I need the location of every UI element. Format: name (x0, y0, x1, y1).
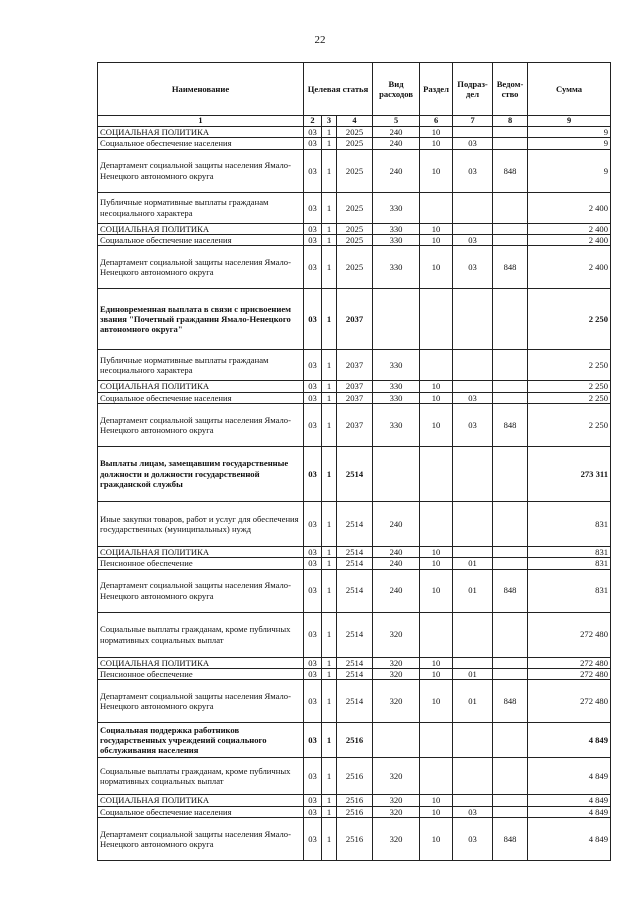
table-row (98, 723, 611, 758)
row-sum: 2 400 (528, 192, 611, 223)
row-name: Департамент социальной защиты населения Ямало-Ненецкого автономного округа (98, 149, 304, 192)
column-number-row (98, 116, 611, 127)
row-name: Иные закупки товаров, работ и услуг для обеспечения государственных (муниципальных) нужд (98, 501, 304, 546)
row-target-part2: 1 (322, 381, 337, 392)
row-department (493, 381, 528, 392)
header-name: Наименование (98, 63, 304, 116)
row-sum: 2 400 (528, 246, 611, 289)
row-sum: 9 (528, 138, 611, 149)
row-subsection: 03 (453, 817, 493, 860)
row-expense-type (373, 446, 420, 501)
header-target: Целевая статья (304, 63, 373, 116)
row-section: 10 (420, 668, 453, 679)
row-department (493, 127, 528, 138)
col-number: 8 (493, 116, 528, 127)
row-target-part1: 03 (304, 806, 322, 817)
row-expense-type: 240 (373, 138, 420, 149)
col-number: 1 (98, 116, 304, 127)
row-target-part3: 2516 (337, 758, 373, 795)
col-number: 2 (304, 116, 322, 127)
row-target-part2: 1 (322, 192, 337, 223)
row-target-part1: 03 (304, 403, 322, 446)
row-department (493, 192, 528, 223)
table-row (98, 246, 611, 289)
row-target-part2: 1 (322, 138, 337, 149)
row-section (420, 289, 453, 350)
row-name: СОЦИАЛЬНАЯ ПОЛИТИКА (98, 795, 304, 806)
row-subsection (453, 127, 493, 138)
row-expense-type: 330 (373, 381, 420, 392)
table-row (98, 546, 611, 557)
row-target-part3: 2037 (337, 289, 373, 350)
row-target-part3: 2516 (337, 723, 373, 758)
row-sum: 831 (528, 546, 611, 557)
row-target-part2: 1 (322, 723, 337, 758)
row-section: 10 (420, 569, 453, 612)
row-target-part3: 2025 (337, 223, 373, 234)
row-section: 10 (420, 246, 453, 289)
row-sum: 4 849 (528, 806, 611, 817)
row-department (493, 501, 528, 546)
table-row (98, 569, 611, 612)
row-department (493, 546, 528, 557)
row-name: Социальное обеспечение населения (98, 235, 304, 246)
header-sum: Сумма (528, 63, 611, 116)
table-row (98, 558, 611, 569)
row-subsection: 03 (453, 138, 493, 149)
row-sum: 2 250 (528, 350, 611, 381)
row-subsection (453, 795, 493, 806)
row-target-part2: 1 (322, 392, 337, 403)
row-sum: 272 480 (528, 657, 611, 668)
row-sum: 2 400 (528, 223, 611, 234)
row-target-part2: 1 (322, 223, 337, 234)
row-department (493, 446, 528, 501)
table-row (98, 817, 611, 860)
row-sum: 9 (528, 149, 611, 192)
row-name: Департамент социальной защиты населения Ямало-Ненецкого автономного округа (98, 569, 304, 612)
row-subsection (453, 192, 493, 223)
row-department (493, 223, 528, 234)
table-row (98, 127, 611, 138)
budget-table (97, 62, 611, 861)
row-expense-type: 240 (373, 569, 420, 612)
row-target-part2: 1 (322, 127, 337, 138)
row-expense-type: 320 (373, 668, 420, 679)
row-target-part3: 2514 (337, 668, 373, 679)
col-number: 4 (337, 116, 373, 127)
row-target-part1: 03 (304, 723, 322, 758)
table-row (98, 501, 611, 546)
table-row (98, 235, 611, 246)
row-target-part3: 2037 (337, 350, 373, 381)
table-row (98, 392, 611, 403)
row-name: Публичные нормативные выплаты гражданам несоциального характера (98, 192, 304, 223)
table-row (98, 381, 611, 392)
table-row (98, 149, 611, 192)
row-target-part3: 2037 (337, 392, 373, 403)
page-number: 22 (314, 34, 326, 46)
row-sum: 272 480 (528, 612, 611, 657)
row-target-part1: 03 (304, 192, 322, 223)
row-name: СОЦИАЛЬНАЯ ПОЛИТИКА (98, 223, 304, 234)
row-target-part3: 2037 (337, 381, 373, 392)
row-subsection: 01 (453, 558, 493, 569)
row-target-part1: 03 (304, 657, 322, 668)
row-target-part3: 2025 (337, 192, 373, 223)
row-name: СОЦИАЛЬНАЯ ПОЛИТИКА (98, 127, 304, 138)
row-department: 848 (493, 149, 528, 192)
row-target-part1: 03 (304, 680, 322, 723)
row-target-part1: 03 (304, 546, 322, 557)
row-expense-type: 320 (373, 817, 420, 860)
row-department: 848 (493, 246, 528, 289)
row-sum: 831 (528, 501, 611, 546)
table-row (98, 350, 611, 381)
row-target-part1: 03 (304, 758, 322, 795)
col-number: 5 (373, 116, 420, 127)
row-expense-type: 330 (373, 223, 420, 234)
row-expense-type: 330 (373, 235, 420, 246)
row-section (420, 612, 453, 657)
row-sum: 831 (528, 569, 611, 612)
row-sum: 4 849 (528, 723, 611, 758)
row-sum: 9 (528, 127, 611, 138)
row-expense-type: 320 (373, 806, 420, 817)
row-sum: 831 (528, 558, 611, 569)
row-subsection (453, 723, 493, 758)
row-target-part2: 1 (322, 668, 337, 679)
row-section: 10 (420, 381, 453, 392)
row-section (420, 758, 453, 795)
row-target-part1: 03 (304, 246, 322, 289)
row-section: 10 (420, 223, 453, 234)
row-target-part1: 03 (304, 223, 322, 234)
row-target-part2: 1 (322, 246, 337, 289)
row-name: Социальное обеспечение населения (98, 138, 304, 149)
row-subsection: 03 (453, 806, 493, 817)
row-department (493, 795, 528, 806)
row-subsection (453, 223, 493, 234)
row-department (493, 138, 528, 149)
row-department (493, 350, 528, 381)
row-sum: 272 480 (528, 680, 611, 723)
header-subsection: Подраз-дел (453, 63, 493, 116)
row-section: 10 (420, 138, 453, 149)
row-target-part2: 1 (322, 501, 337, 546)
row-section: 10 (420, 149, 453, 192)
row-target-part2: 1 (322, 546, 337, 557)
row-section (420, 723, 453, 758)
row-target-part2: 1 (322, 612, 337, 657)
row-subsection: 03 (453, 235, 493, 246)
row-target-part1: 03 (304, 817, 322, 860)
row-expense-type: 320 (373, 657, 420, 668)
row-name: Социальное обеспечение населения (98, 806, 304, 817)
row-target-part2: 1 (322, 403, 337, 446)
row-name: Единовременная выплата в связи с присвоением звания "Почетный гражданин Ямало-Ненецкого автономного округа" (98, 289, 304, 350)
row-expense-type (373, 723, 420, 758)
row-target-part1: 03 (304, 149, 322, 192)
row-sum: 2 250 (528, 392, 611, 403)
row-target-part2: 1 (322, 569, 337, 612)
row-target-part3: 2514 (337, 657, 373, 668)
row-expense-type: 240 (373, 149, 420, 192)
row-target-part3: 2514 (337, 612, 373, 657)
header-department: Ведом-ство (493, 63, 528, 116)
row-department (493, 668, 528, 679)
header-expense-type: Вид расходов (373, 63, 420, 116)
row-target-part1: 03 (304, 569, 322, 612)
row-sum: 2 250 (528, 403, 611, 446)
row-expense-type (373, 289, 420, 350)
row-target-part3: 2037 (337, 403, 373, 446)
row-section: 10 (420, 127, 453, 138)
row-subsection (453, 446, 493, 501)
row-department: 848 (493, 403, 528, 446)
row-target-part2: 1 (322, 350, 337, 381)
row-target-part3: 2516 (337, 817, 373, 860)
row-name: Социальные выплаты гражданам, кроме публичных нормативных социальных выплат (98, 612, 304, 657)
row-subsection (453, 289, 493, 350)
row-section: 10 (420, 558, 453, 569)
row-section (420, 501, 453, 546)
row-department (493, 289, 528, 350)
row-department (493, 758, 528, 795)
col-number: 9 (528, 116, 611, 127)
row-subsection (453, 758, 493, 795)
row-target-part3: 2516 (337, 806, 373, 817)
row-target-part3: 2025 (337, 127, 373, 138)
row-expense-type: 330 (373, 350, 420, 381)
row-target-part1: 03 (304, 350, 322, 381)
row-target-part1: 03 (304, 138, 322, 149)
row-name: СОЦИАЛЬНАЯ ПОЛИТИКА (98, 657, 304, 668)
row-expense-type: 330 (373, 192, 420, 223)
row-section: 10 (420, 403, 453, 446)
row-target-part3: 2514 (337, 680, 373, 723)
row-department (493, 558, 528, 569)
table-row (98, 657, 611, 668)
row-subsection (453, 546, 493, 557)
row-sum: 4 849 (528, 795, 611, 806)
row-target-part3: 2025 (337, 235, 373, 246)
row-name: Департамент социальной защиты населения Ямало-Ненецкого автономного округа (98, 680, 304, 723)
table-row (98, 446, 611, 501)
row-target-part3: 2514 (337, 546, 373, 557)
table-row (98, 795, 611, 806)
table-row (98, 289, 611, 350)
row-target-part2: 1 (322, 806, 337, 817)
row-subsection: 01 (453, 569, 493, 612)
table-row (98, 758, 611, 795)
row-target-part1: 03 (304, 381, 322, 392)
row-section: 10 (420, 806, 453, 817)
row-section (420, 192, 453, 223)
row-target-part1: 03 (304, 501, 322, 546)
row-sum: 2 250 (528, 289, 611, 350)
row-name: СОЦИАЛЬНАЯ ПОЛИТИКА (98, 381, 304, 392)
row-subsection (453, 612, 493, 657)
row-expense-type: 320 (373, 612, 420, 657)
row-target-part2: 1 (322, 795, 337, 806)
row-expense-type: 240 (373, 127, 420, 138)
row-department (493, 235, 528, 246)
row-department (493, 392, 528, 403)
row-sum: 2 250 (528, 381, 611, 392)
row-section (420, 350, 453, 381)
row-name: СОЦИАЛЬНАЯ ПОЛИТИКА (98, 546, 304, 557)
row-expense-type: 330 (373, 403, 420, 446)
table-row (98, 612, 611, 657)
row-department: 848 (493, 569, 528, 612)
row-expense-type: 330 (373, 392, 420, 403)
row-name: Пенсионное обеспечение (98, 668, 304, 679)
header-row (98, 63, 611, 116)
row-subsection (453, 657, 493, 668)
row-target-part1: 03 (304, 668, 322, 679)
row-department: 848 (493, 680, 528, 723)
row-target-part3: 2514 (337, 446, 373, 501)
row-target-part1: 03 (304, 235, 322, 246)
row-expense-type: 320 (373, 758, 420, 795)
row-target-part2: 1 (322, 657, 337, 668)
col-number: 7 (453, 116, 493, 127)
row-department (493, 806, 528, 817)
row-sum: 2 400 (528, 235, 611, 246)
table-row (98, 806, 611, 817)
table-row (98, 403, 611, 446)
row-name: Выплаты лицам, замещавшим государственные должности и должности государственной гражданской службы (98, 446, 304, 501)
row-target-part2: 1 (322, 149, 337, 192)
row-subsection: 01 (453, 668, 493, 679)
row-section: 10 (420, 817, 453, 860)
row-section (420, 446, 453, 501)
row-department: 848 (493, 817, 528, 860)
row-expense-type: 320 (373, 795, 420, 806)
row-target-part1: 03 (304, 392, 322, 403)
row-target-part3: 2025 (337, 138, 373, 149)
row-target-part3: 2514 (337, 558, 373, 569)
row-expense-type: 240 (373, 501, 420, 546)
row-name: Социальное обеспечение населения (98, 392, 304, 403)
row-section: 10 (420, 392, 453, 403)
row-sum: 273 311 (528, 446, 611, 501)
table-row (98, 680, 611, 723)
table-row (98, 668, 611, 679)
row-target-part3: 2514 (337, 569, 373, 612)
row-target-part1: 03 (304, 795, 322, 806)
table-row (98, 223, 611, 234)
row-target-part1: 03 (304, 558, 322, 569)
row-section: 10 (420, 235, 453, 246)
row-target-part2: 1 (322, 680, 337, 723)
row-subsection: 01 (453, 680, 493, 723)
row-name: Публичные нормативные выплаты гражданам несоциального характера (98, 350, 304, 381)
row-sum: 4 849 (528, 758, 611, 795)
row-expense-type: 240 (373, 558, 420, 569)
row-section: 10 (420, 680, 453, 723)
row-expense-type: 330 (373, 246, 420, 289)
row-target-part1: 03 (304, 612, 322, 657)
row-subsection (453, 501, 493, 546)
row-target-part1: 03 (304, 446, 322, 501)
table-row (98, 138, 611, 149)
row-target-part2: 1 (322, 758, 337, 795)
row-sum: 272 480 (528, 668, 611, 679)
row-name: Департамент социальной защиты населения Ямало-Ненецкого автономного округа (98, 403, 304, 446)
col-number: 6 (420, 116, 453, 127)
row-department (493, 612, 528, 657)
row-target-part1: 03 (304, 289, 322, 350)
row-name: Социальные выплаты гражданам, кроме публичных нормативных социальных выплат (98, 758, 304, 795)
col-number: 3 (322, 116, 337, 127)
row-target-part3: 2514 (337, 501, 373, 546)
row-section: 10 (420, 546, 453, 557)
row-target-part3: 2516 (337, 795, 373, 806)
row-target-part3: 2025 (337, 149, 373, 192)
row-target-part2: 1 (322, 289, 337, 350)
row-target-part2: 1 (322, 446, 337, 501)
header-section: Раздел (420, 63, 453, 116)
row-sum: 4 849 (528, 817, 611, 860)
row-subsection: 03 (453, 246, 493, 289)
row-subsection: 03 (453, 149, 493, 192)
row-expense-type: 240 (373, 546, 420, 557)
row-section: 10 (420, 795, 453, 806)
row-subsection: 03 (453, 403, 493, 446)
row-department (493, 657, 528, 668)
row-target-part2: 1 (322, 235, 337, 246)
row-subsection (453, 381, 493, 392)
row-subsection (453, 350, 493, 381)
row-target-part1: 03 (304, 127, 322, 138)
row-name: Департамент социальной защиты населения Ямало-Ненецкого автономного округа (98, 246, 304, 289)
row-target-part2: 1 (322, 558, 337, 569)
row-expense-type: 320 (373, 680, 420, 723)
row-name: Пенсионное обеспечение (98, 558, 304, 569)
row-section: 10 (420, 657, 453, 668)
row-target-part3: 2025 (337, 246, 373, 289)
row-name: Департамент социальной защиты населения Ямало-Ненецкого автономного округа (98, 817, 304, 860)
row-department (493, 723, 528, 758)
row-target-part2: 1 (322, 817, 337, 860)
table-row (98, 192, 611, 223)
row-name: Социальная поддержка работников государственных учреждений социального обслуживания населения (98, 723, 304, 758)
row-subsection: 03 (453, 392, 493, 403)
